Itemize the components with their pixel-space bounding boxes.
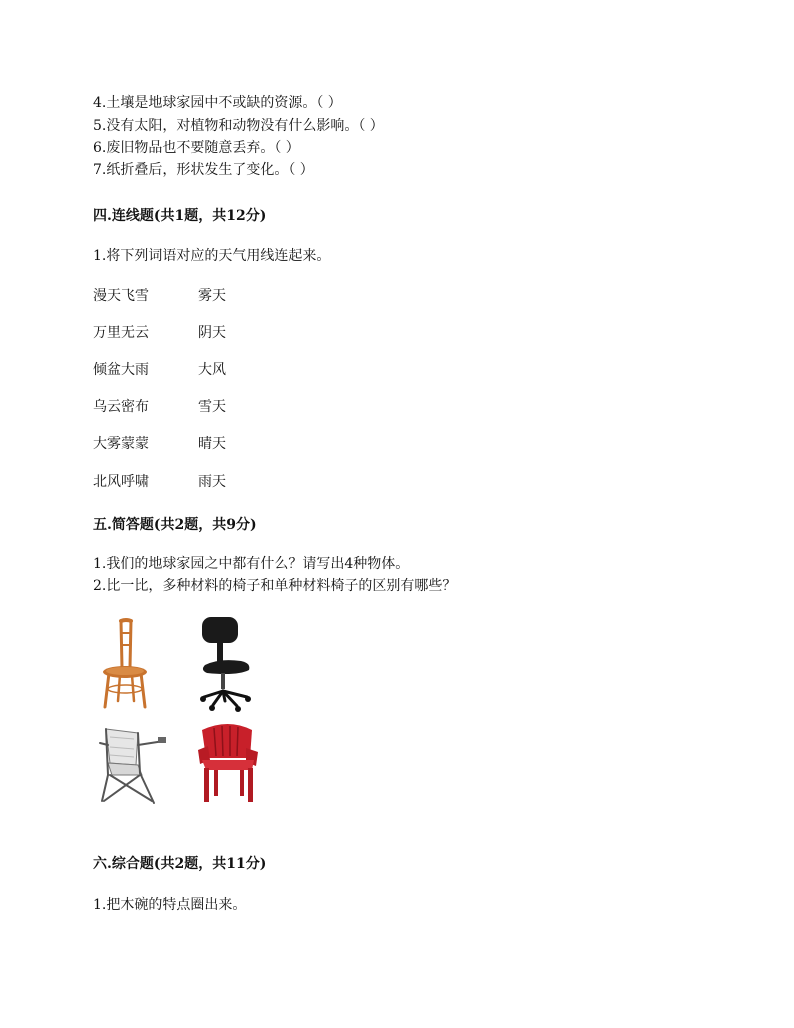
tf-item-6: 6.废旧物品也不要随意丢弃。（ ） [93, 140, 300, 156]
match-left-2[interactable]: 万里无云 [93, 325, 149, 341]
section4-question: 1.将下列词语对应的天气用线连起来。 [93, 248, 331, 264]
match-right-6[interactable]: 雨天 [198, 474, 226, 490]
section6-q1: 1.把木碗的特点圈出来。 [93, 897, 247, 913]
wooden-chair-image [95, 617, 155, 711]
match-left-5[interactable]: 大雾蒙蒙 [93, 436, 149, 452]
match-right-2[interactable]: 阴天 [198, 325, 226, 341]
section5-q2: 2.比一比，多种材料的椅子和单种材料椅子的区别有哪些？ [93, 578, 457, 594]
plastic-chair-image [196, 720, 260, 804]
match-right-4[interactable]: 雪天 [198, 399, 226, 415]
section6-heading: 六.综合题(共2题，共11分) [93, 856, 267, 872]
match-right-5[interactable]: 晴天 [198, 436, 226, 452]
tf-item-7: 7.纸折叠后，形状发生了变化。（ ） [93, 162, 314, 178]
section5-q1: 1.我们的地球家园之中都有什么？请写出4种物体。 [93, 556, 410, 572]
match-left-3[interactable]: 倾盆大雨 [93, 362, 149, 378]
match-left-6[interactable]: 北风呼啸 [93, 474, 149, 490]
tf-item-5: 5.没有太阳，对植物和动物没有什么影响。（ ） [93, 118, 384, 134]
tf-item-4: 4.土壤是地球家园中不或缺的资源。（ ） [93, 95, 342, 111]
section4-heading: 四.连线题(共1题，共12分) [93, 208, 267, 224]
match-right-1[interactable]: 雾天 [198, 288, 226, 304]
match-left-1[interactable]: 漫天飞雪 [93, 288, 149, 304]
section5-heading: 五.简答题(共2题，共9分) [93, 517, 257, 533]
camping-chair-image [98, 723, 170, 805]
match-left-4[interactable]: 乌云密布 [93, 399, 149, 415]
match-right-3[interactable]: 大风 [198, 362, 226, 378]
office-chair-image [197, 615, 257, 713]
